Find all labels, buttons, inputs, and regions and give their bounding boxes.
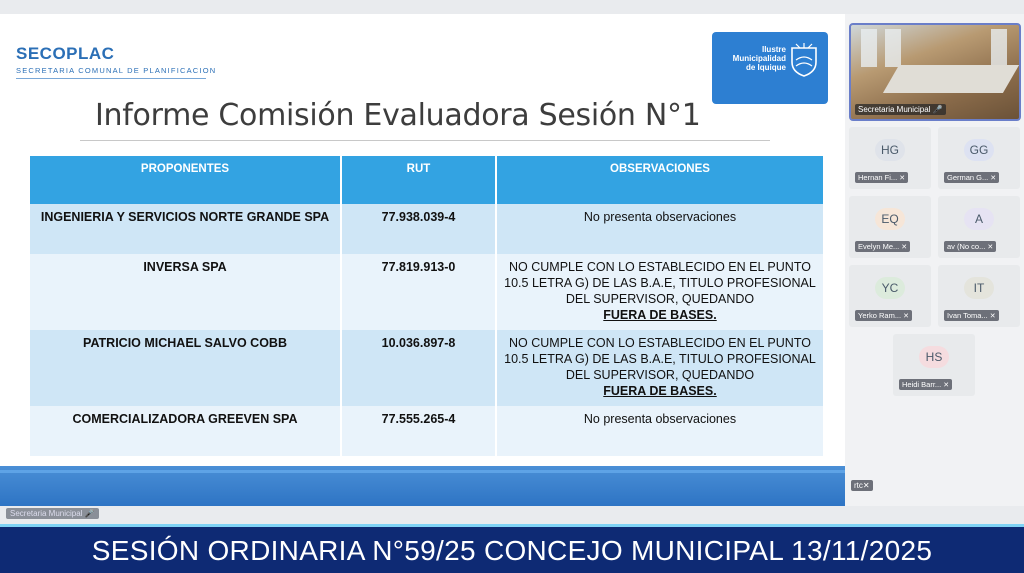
participant-name: German G... xyxy=(947,173,989,182)
rut-cell: 10.036.897-8 xyxy=(341,330,496,406)
coat-of-arms-icon xyxy=(790,42,818,78)
observacion-cell xyxy=(496,254,823,330)
avatar: IT xyxy=(964,277,994,299)
participant-tile[interactable] xyxy=(849,196,931,258)
avatar: A xyxy=(964,208,994,230)
proponente-cell: INGENIERIA Y SERVICIOS NORTE GRANDE SPA xyxy=(30,204,341,254)
table-row xyxy=(30,254,823,330)
slide-footer-bar xyxy=(0,466,845,506)
participant-tile[interactable] xyxy=(938,127,1020,189)
mic-muted-icon: ✕ xyxy=(899,175,906,182)
rut-cell: 77.819.913-0 xyxy=(341,254,496,330)
table-row xyxy=(30,330,823,406)
mic-muted-icon: ✕ xyxy=(990,175,997,182)
main-video-tile[interactable] xyxy=(849,23,1021,121)
mic-icon: 🎤 xyxy=(84,509,95,518)
slide-title: Informe Comisión Evaluadora Sesión N°1 xyxy=(95,98,701,133)
participant-name: av (No co... xyxy=(947,242,986,251)
observacion-highlight: FUERA DE BASES. xyxy=(603,384,717,398)
mic-muted-icon: ✕ xyxy=(989,313,996,320)
participant-tile[interactable] xyxy=(938,196,1020,258)
proponente-cell: INVERSA SPA xyxy=(30,254,341,330)
session-banner xyxy=(0,524,1024,573)
participant-tile[interactable] xyxy=(938,265,1020,327)
participant-name: Evelyn Me... xyxy=(858,242,900,251)
observacion-text: No presenta observaciones xyxy=(583,412,737,426)
participant-tile[interactable] xyxy=(849,127,931,189)
participant-label-rtc[interactable]: rtc✕ xyxy=(851,480,873,491)
mic-muted-icon: ✕ xyxy=(901,244,908,251)
session-banner-text: SESIÓN ORDINARIA N°59/25 CONCEJO MUNICIPAL 13/11/2025 xyxy=(91,535,933,566)
header-proponentes: PROPONENTES xyxy=(30,156,341,204)
rut-cell: 77.555.265-4 xyxy=(341,406,496,456)
observacion-highlight: FUERA DE BASES. xyxy=(603,308,717,322)
mic-icon: 🎤 xyxy=(932,105,943,114)
header-observaciones: OBSERVACIONES xyxy=(496,156,823,204)
secoplac-logo xyxy=(16,44,216,79)
avatar: HG xyxy=(875,139,905,161)
participant-name: Yerko Ram... xyxy=(858,311,902,320)
municipality-line-3: de Iquique xyxy=(746,63,786,72)
table-row xyxy=(30,406,823,456)
avatar: GG xyxy=(964,139,994,161)
mic-muted-icon: ✕ xyxy=(943,382,950,389)
title-divider xyxy=(80,140,770,141)
presenter-label: Secretaria Municipal 🎤 xyxy=(6,508,99,519)
mic-muted-icon: ✕ xyxy=(862,481,870,490)
header-rut: RUT xyxy=(341,156,496,204)
avatar: YC xyxy=(875,277,905,299)
org-subtitle: SECRETARIA COMUNAL DE PLANIFICACION xyxy=(16,66,217,75)
municipality-line-2: Municipalidad xyxy=(732,54,786,63)
participant-name: Hernan Fi... xyxy=(858,173,898,182)
meeting-table xyxy=(883,65,1019,93)
mic-muted-icon: ✕ xyxy=(987,244,994,251)
municipality-line-1: Ilustre xyxy=(761,45,786,54)
observacion-text: NO CUMPLE CON LO ESTABLECIDO EN EL PUNTO 10.5 LETRA G) DE LAS B.A.E, TITULO PROFESIONAL DEL SUPERVISOR, QUEDANDO xyxy=(504,336,816,382)
participant-tile[interactable] xyxy=(849,265,931,327)
evaluation-table xyxy=(30,156,823,456)
table-header-row xyxy=(30,156,823,204)
table-row xyxy=(30,204,823,254)
proponente-cell: COMERCIALIZADORA GREEVEN SPA xyxy=(30,406,341,456)
rut-cell: 77.938.039-4 xyxy=(341,204,496,254)
mic-muted-icon: ✕ xyxy=(903,313,909,320)
main-video-name: Secretaria Municipal xyxy=(858,105,931,114)
logo-underline xyxy=(16,78,206,79)
participant-tile[interactable] xyxy=(893,334,975,396)
avatar: EQ xyxy=(875,208,905,230)
observacion-cell xyxy=(496,406,823,456)
observacion-text: NO CUMPLE CON LO ESTABLECIDO EN EL PUNTO 10.5 LETRA G) DE LAS B.A.E, TITULO PROFESIONAL DEL SUPERVISOR, QUEDANDO xyxy=(504,260,816,306)
org-name: SECOPLAC xyxy=(16,44,115,63)
shared-slide xyxy=(0,14,845,506)
participant-name: Heidi Barr... xyxy=(902,380,942,389)
municipality-logo xyxy=(712,32,828,104)
observacion-cell xyxy=(496,330,823,406)
avatar: HS xyxy=(919,346,949,368)
observacion-cell xyxy=(496,204,823,254)
participant-name: Ivan Toma... xyxy=(947,311,988,320)
proponente-cell: PATRICIO MICHAEL SALVO COBB xyxy=(30,330,341,406)
observacion-text: No presenta observaciones xyxy=(583,210,737,224)
